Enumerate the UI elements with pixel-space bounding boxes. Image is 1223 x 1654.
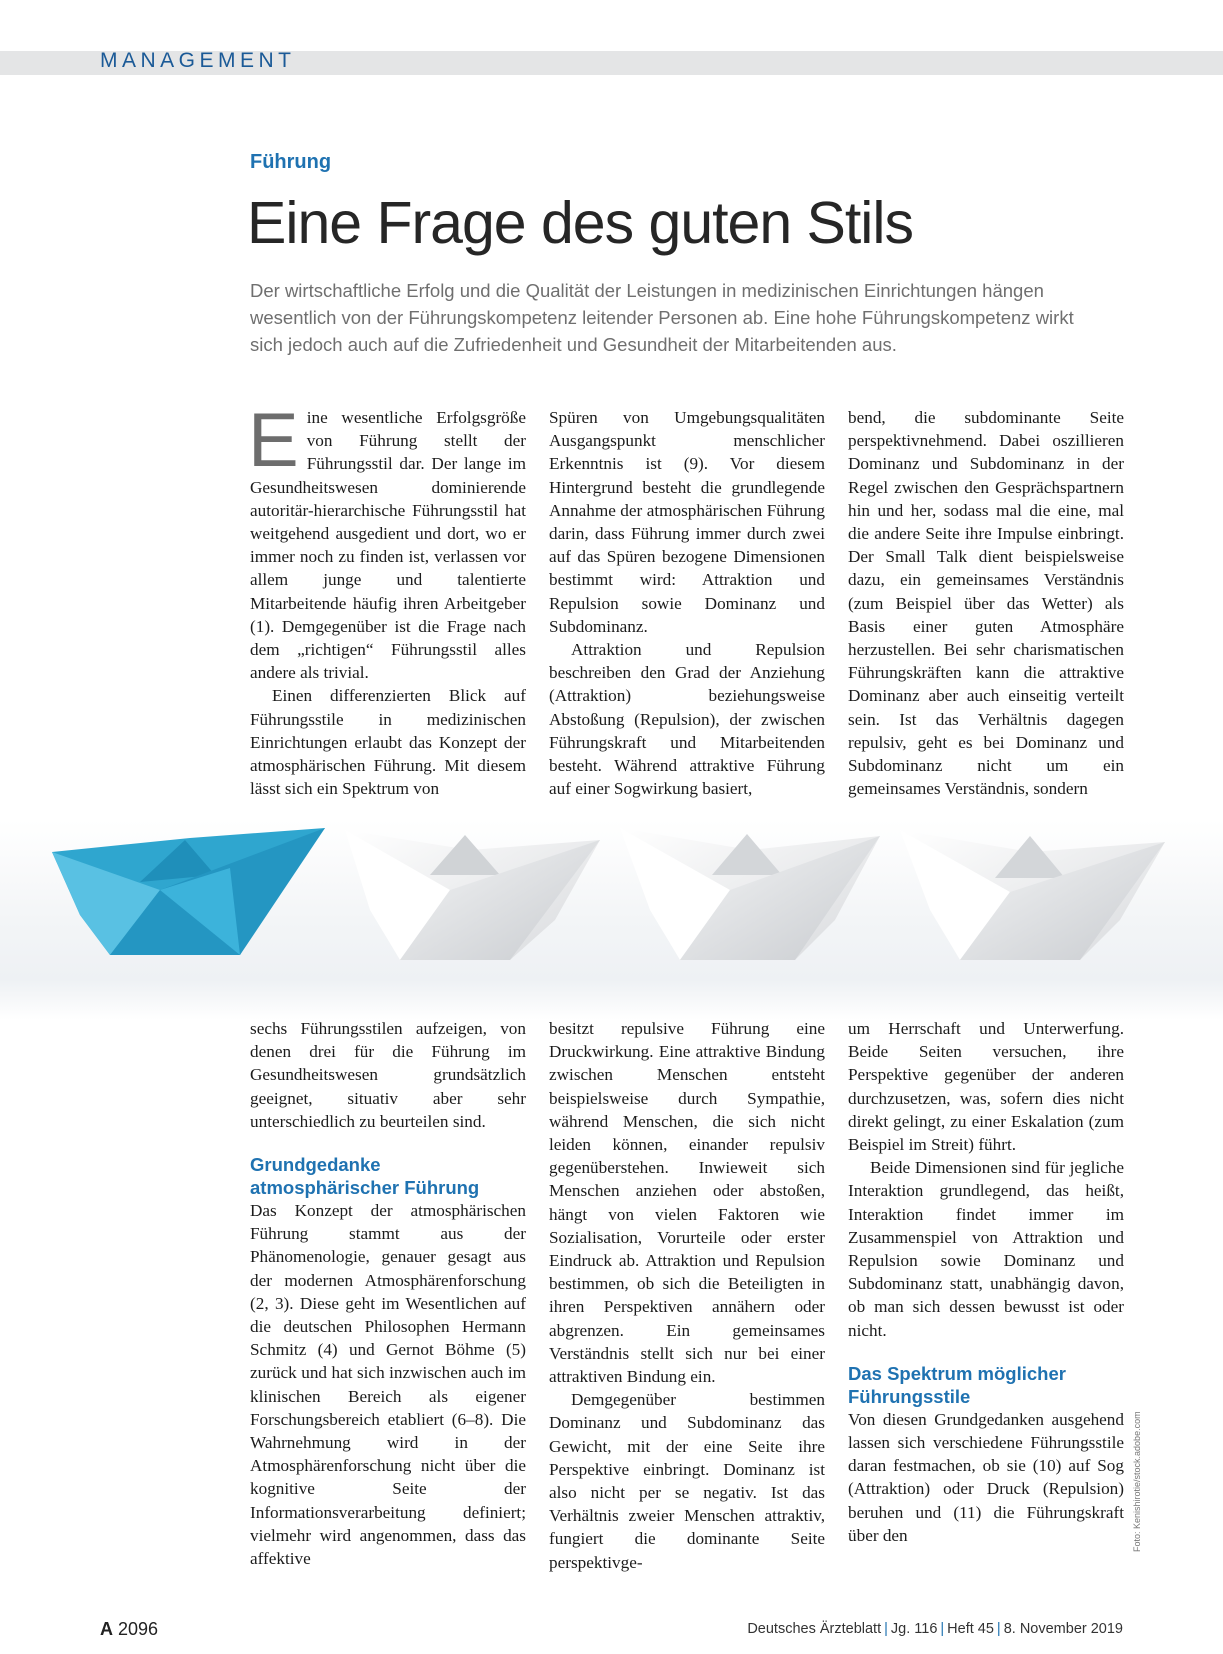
page-number [100,1619,158,1640]
paragraph: um Herrschaft und Unterwerfung. Beide Seiten versuchen, ihre Perspektive gegenüber der anderen durchzusetzen, was, sofern dies nicht direkt gelingt, zu einer Eskalation (zum Beispiel im Streit) führt. [848,1019,1124,1155]
paragraph: Demgegenüber bestimmen Dominanz und Subdominanz das Gewicht, mit der eine Seite ihre Perspektive einbringt. Dominanz ist also nicht per se negativ. Ist das Verhältnis zweier Menschen attraktiv, fungiert die dominante Seite perspektivge- [549,1390,825,1572]
paragraph: bend, die subdominante Seite perspektivnehmend. Dabei oszillieren Dominanz und Subdominanz in der Regel zwischen den Gesprächspartnern hin und her, sodass mal die eine, mal die andere Seite ihre Impulse einbringt. Der Small Talk dient beispielsweise dazu, ein gemeinsames Verständnis (zum Beispiel über das Wetter) als Basis einer guten Atmosphäre herzustellen. Bei sehr charismatischen Führungskräften kann die attraktive Dominanz aber auch einseitig verteilt sein. Ist das Verhältnis dagegen repulsiv, geht es bei Dominanz und Subdominanz nicht um ein gemeinsames Verständnis, sondern [848,408,1124,799]
section-label: MANAGEMENT [100,49,296,72]
text-column-3-top [848,406,1124,800]
text-column-1-bottom [250,1017,526,1570]
paragraph: Beide Dimensionen sind für jegliche Interaktion grundlegend, das heißt, Interaktion findet immer im Zusammenspiel von Attraktion und Repulsion sowie Dominanz und Subdominanz statt, unabhängig davon, ob man sich dessen bewusst ist oder nicht. [848,1158,1124,1340]
article-kicker: Führung [250,151,332,173]
page-number-value: 2096 [118,1619,159,1639]
subheading: Grundgedanke atmosphärischer Führung [250,1154,480,1199]
text-column-3-bottom [848,1017,1124,1547]
subheading: Das Spektrum möglicher Führungsstile [848,1362,1066,1407]
footer-citation: Deutsches Ärzteblatt | Jg. 116 | Heft 45 | 8. November 2019 [747,1621,1123,1637]
text-column-2-top [549,406,825,800]
text-column-2-bottom [549,1017,825,1574]
paper-boats-illustration [0,820,1223,1020]
text-column-1-top [248,398,526,800]
paragraph: besitzt repulsive Führung eine Druckwirkung. Eine attraktive Bindung zwischen Menschen entsteht beispielsweise durch Sympathie, während Menschen, die sich nicht leiden können, einander repulsiv gegenüberstehen. Inwieweit sich Menschen anziehen oder abstoßen, hängt von vielen Faktoren wie Sozialisation, Vorurteile oder erster Eindruck ab. Attraktion und Repulsion bestimmen, ob sich die Beteiligten in ihren Perspektiven annähern oder abgrenzen. Ein gemeinsames Verständnis stellt sich nur bei einer attraktiven Bindung ein. [549,1019,825,1387]
article-lead: Der wirtschaftliche Erfolg und die Qualität der Leistungen in medizinischen Einrichtungen hängen wesentlich von der Führungskompetenz leitender Personen ab. Eine hohe Führungskompetenz wirkt sich jedoch auch auf die Zufriedenheit und Gesundheit der Mitarbeitenden aus. [250,280,1074,355]
paragraph: Attraktion und Repulsion beschreiben den Grad der Anziehung (Attraktion) beziehungsweise Abstoßung (Repulsion), der zwischen Führungskraft und Mitarbeitenden besteht. Während attraktive Führung auf einer Sogwirkung basiert, [549,640,825,799]
drop-cap: E [248,398,299,483]
paragraph: ine wesentliche Erfolgsgröße von Führung stellt der Führungsstil dar. Der lange im Gesundheitswesen dominierende autoritär-hierarchische Führungsstil hat weitgehend ausgedient und dort, wo er immer noch zu finden ist, verlassen vor allem junge und talentierte Mitarbeitende häufig ihren Arbeitgeber (1). Demgegenüber ist die Frage nach dem „richtigen“ Führungsstil alles andere als trivial. [250,408,526,683]
photo-credit: Foto: Kenishirotie/stock.adobe.com [1132,1411,1142,1552]
issue-date: 8. November 2019 [1003,1621,1123,1637]
paragraph: Das Konzept der atmosphärischen Führung stammt aus der Phänomenologie, genauer gesagt aus der modernen Atmosphärenforschung (2, 3). Diese geht im Wesentlichen auf die deutschen Philosophen Hermann Schmitz (4) und Gernot Böhme (5) zurück und hat sich inzwischen auch im klinischen Bereich als eigener Forschungsbereich etabliert (6–8). Die Wahrnehmung wird in der Atmosphärenforschung nicht über die kognitive Seite der Informationsverarbeitung definiert; vielmehr wird angenommen, dass das affektive [250,1201,526,1569]
journal-volume: Jg. 116 [890,1621,938,1637]
journal-issue: Heft 45 [947,1621,994,1637]
paragraph: Von diesen Grundgedanken ausgehend lassen sich verschiedene Führungsstile daran festmachen, ob sie (10) auf Sog (Attraktion) oder Druck (Repulsion) beruhen und (11) die Führungskraft über den [848,1409,1124,1545]
paragraph: sechs Führungsstilen aufzeigen, von denen drei für die Führung im Gesundheitswesen grundsätzlich geeignet, situativ aber sehr unterschiedlich zu beurteilen sind. [250,1019,526,1131]
page-prefix: A [100,1619,113,1639]
journal-name: Deutsches Ärzteblatt [747,1621,882,1637]
paragraph: Einen differenzierten Blick auf Führungsstile in medizinischen Einrichtungen erlaubt das Konzept der atmosphärischen Führung. Mit diesem lässt sich ein Spektrum von [250,686,526,799]
article-title: Eine Frage des guten Stils [247,190,914,256]
paragraph: Spüren von Umgebungsqualitäten Ausgangspunkt menschlicher Erkenntnis ist (9). Vor diesem Hintergrund besteht die grundlegende Annahme der atmosphärischen Führung darin, dass Führung immer durch zwei auf das Spüren bezogene Dimensionen bestimmt wird: Attraktion und Repulsion sowie Dominanz und Subdominanz. [549,408,825,636]
